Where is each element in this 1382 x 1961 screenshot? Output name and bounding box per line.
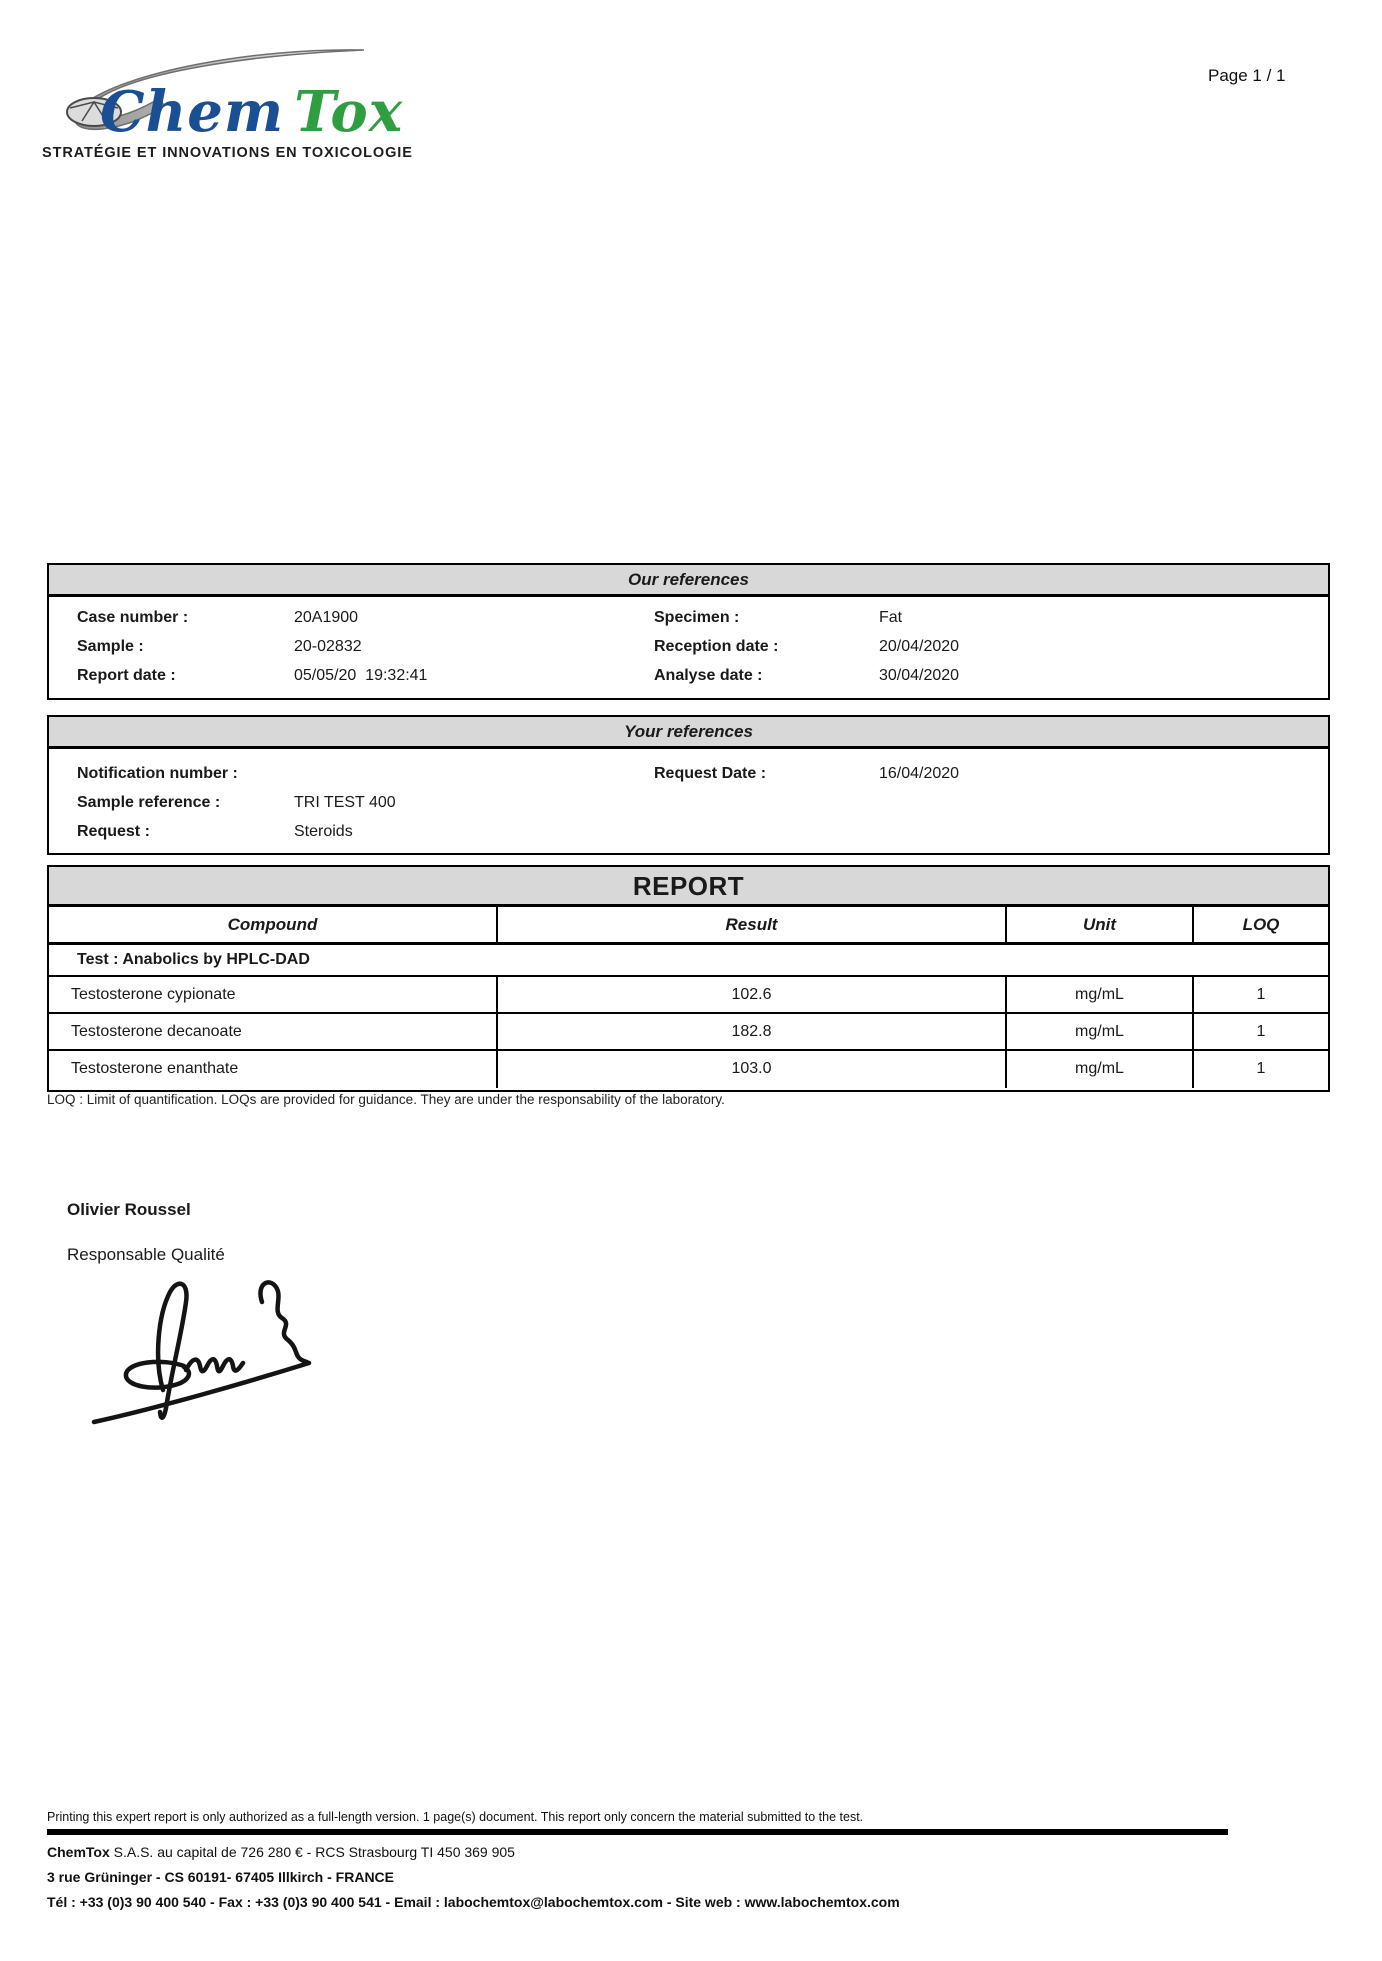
case-number-value: 20A1900: [294, 609, 359, 626]
request-value: Steroids: [294, 823, 353, 840]
report-date-value: 05/05/20 19:32:41: [294, 667, 428, 684]
column-header-loq: LOQ: [1192, 907, 1328, 942]
company-registration: S.A.S. au capital de 726 280 € - RCS Strasbourg TI 450 369 905: [109, 1844, 515, 1860]
report-date-label: Report date :: [77, 667, 176, 684]
company-name: ChemTox: [47, 1844, 110, 1860]
your-references-table: [47, 715, 1330, 855]
signatory-title: Responsable Qualité: [67, 1245, 225, 1264]
reference-row: [49, 632, 1328, 661]
compound-cell: Testosterone enanthate: [71, 1060, 239, 1077]
notification-number-label: Notification number :: [77, 765, 238, 782]
specimen-label: Specimen :: [654, 609, 740, 626]
loq-cell: 1: [1192, 1014, 1328, 1049]
reference-row: [49, 603, 1328, 632]
logo-tox-text: Tox: [294, 79, 404, 145]
table-row: [49, 1014, 1328, 1051]
notification-number-value: [294, 759, 654, 788]
logo-wordmark: [100, 79, 404, 145]
signatory-name: Olivier Roussel: [67, 1200, 191, 1219]
column-header-unit: Unit: [1005, 907, 1192, 942]
your-references-body: [49, 749, 1328, 846]
page-number: Page 1 / 1: [1208, 66, 1286, 85]
your-references-header: Your references: [49, 717, 1328, 749]
analyse-date-value: 30/04/2020: [879, 667, 960, 684]
handwritten-signature: [66, 1270, 396, 1440]
loq-footnote: LOQ : Limit of quantification. LOQs are provided for guidance. They are under the responsability of the laboratory.: [47, 1092, 725, 1107]
analyse-date-label: Analyse date :: [654, 667, 763, 684]
compound-cell: Testosterone cypionate: [71, 986, 236, 1003]
request-date-label: Request Date :: [654, 765, 767, 782]
column-header-result: Result: [496, 907, 1005, 942]
loq-cell: 1: [1192, 1051, 1328, 1088]
compound-cell: Testosterone decanoate: [71, 1023, 242, 1040]
our-references-table: [47, 563, 1330, 700]
reference-row: [49, 817, 1328, 846]
report-title: REPORT: [49, 867, 1328, 907]
print-authorization-note: Printing this expert report is only authorized as a full-length version. 1 page(s) document. This report only concern the material submitted to the test.: [47, 1810, 864, 1824]
report-table: [47, 865, 1330, 1092]
logo-chem-text: Chem: [100, 79, 285, 145]
our-references-body: [49, 597, 1328, 690]
loq-cell: 1: [1192, 977, 1328, 1012]
reference-row: [49, 661, 1328, 690]
request-date-value: 16/04/2020: [879, 765, 960, 782]
company-address: 3 rue Grüninger - CS 60191- 67405 Illkirch - FRANCE: [47, 1869, 395, 1885]
our-references-header: Our references: [49, 565, 1328, 597]
sample-reference-value: TRI TEST 400: [294, 794, 396, 811]
company-registration-line: [47, 1844, 515, 1860]
chemtox-logo: [42, 46, 442, 176]
unit-cell: mg/mL: [1005, 1051, 1192, 1088]
reference-row: [49, 788, 1328, 817]
company-contact: Tél : +33 (0)3 90 400 540 - Fax : +33 (0)3 90 400 541 - Email : labochemtox@labochemtox.com - Site web : www.labochemtox.com: [47, 1894, 900, 1910]
table-row: [49, 1051, 1328, 1088]
footer-divider: [47, 1829, 1228, 1835]
sample-value: 20-02832: [294, 638, 362, 655]
column-header-compound: Compound: [227, 915, 318, 934]
result-cell: 182.8: [496, 1014, 1005, 1049]
result-cell: 102.6: [496, 977, 1005, 1012]
request-label: Request :: [77, 823, 150, 840]
logo-tagline: STRATÉGIE ET INNOVATIONS EN TOXICOLOGIE: [42, 145, 413, 161]
report-column-headers: [49, 907, 1328, 945]
table-row: [49, 977, 1328, 1014]
sample-label: Sample :: [77, 638, 144, 655]
test-method-row: Test : Anabolics by HPLC-DAD: [49, 945, 1328, 977]
sample-reference-label: Sample reference :: [77, 794, 221, 811]
specimen-value: Fat: [879, 609, 903, 626]
reference-row: [49, 759, 1328, 788]
result-cell: 103.0: [496, 1051, 1005, 1088]
reception-date-value: 20/04/2020: [879, 638, 960, 655]
unit-cell: mg/mL: [1005, 977, 1192, 1012]
case-number-label: Case number :: [77, 609, 189, 626]
reception-date-label: Reception date :: [654, 638, 779, 655]
unit-cell: mg/mL: [1005, 1014, 1192, 1049]
